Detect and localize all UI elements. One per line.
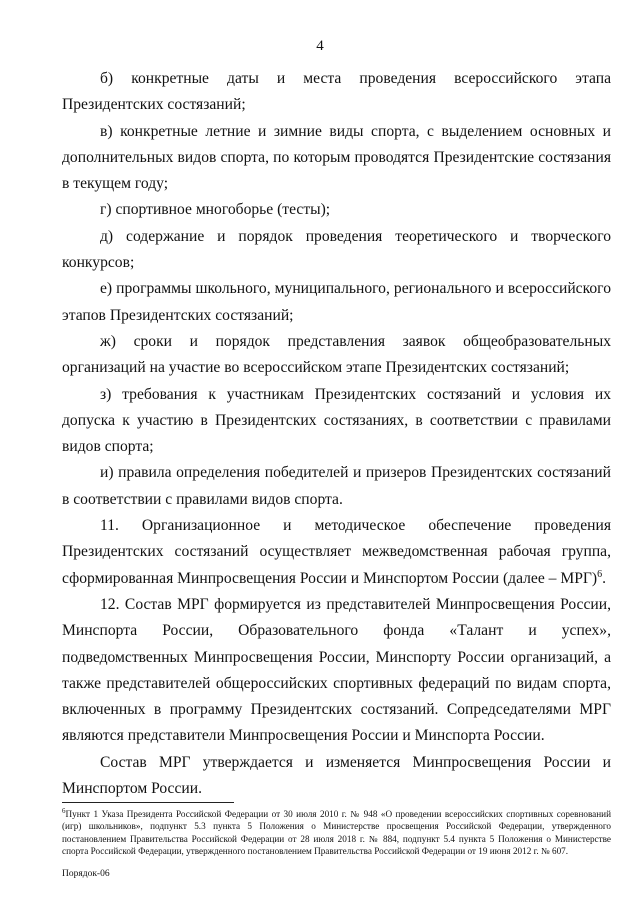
- paragraph-11-text: 11. Организационное и методическое обеспечение проведения Президентских состязаний осуществляет межведомственная рабочая группа, сформированная Минпросвещения России и Минспортом России (далее – МРГ): [62, 517, 611, 587]
- paragraph-12-continued: Состав МРГ утверждается и изменяется Минпросвещения России и Минспортом России.: [62, 753, 611, 798]
- paragraph-i: и) правила определения победителей и призеров Президентских состязаний в соответствии с правилами видов спорта.: [62, 464, 611, 508]
- page-number: 4: [316, 38, 324, 54]
- paragraph-zh: ж) сроки и порядок представления заявок общеобразовательных организаций на участие во всероссийском этапе Президентских состязаний;: [62, 332, 611, 377]
- paragraph-11: [62, 513, 611, 592]
- paragraph-g: г) спортивное многоборье (тесты);: [100, 201, 331, 219]
- document-body: [62, 66, 611, 802]
- footnote: [62, 808, 611, 857]
- paragraph-12: 12. Состав МРГ формируется из представителей Минпросвещения России, Минспорта России, Образовательного фонда «Талант и успех», подведомственных Минпросвещения России, Минспорту России организаций, а также представителей общероссийских спортивных федераций по видам спорта, включенных в программу Президентских состязаний. Сопредседателями МРГ являются представители Минпросвещения России и Минспорта России.: [62, 595, 611, 745]
- footnote-mark: 6: [62, 806, 66, 815]
- paragraph-d: д) содержание и порядок проведения теоретического и творческого конкурсов;: [62, 227, 611, 272]
- paragraph-11-end: .: [602, 569, 607, 587]
- paragraph-e: е) программы школьного, муниципального, регионального и всероссийского этапов Президентских состязаний;: [62, 280, 611, 324]
- footnote-divider: [62, 802, 234, 803]
- footnote-text: Пункт 1 Указа Президента Российской Федерации от 30 июля 2010 г. № 948 «О проведении всероссийских спортивных соревнований (игр) школьников», подпункт 5.3 пункта 5 Положения о Министерстве просвещения Российской Федерации, утвержденного постановлением Правительства Российской Федерации от 28 июля 2018 г. № 884, подпункт 5.4 пункта 5 Положения о Министерстве спорта Российской Федерации, утвержденного постановлением Правительства Российской Федерации от 19 июня 2012 г. № 607.: [62, 809, 611, 856]
- footnote-reference: 6: [597, 568, 603, 580]
- paragraph-b: б) конкретные даты и места проведения всероссийского этапа Президентских состязаний;: [62, 70, 611, 114]
- paragraph-z: з) требования к участникам Президентских состязаний и условия их допуска к участию в Президентских состязаниях, в соответствии с правилами видов спорта;: [62, 385, 611, 456]
- paragraph-v: в) конкретные летние и зимние виды спорта, с выделением основных и дополнительных видов спорта, по которым проводятся Президентские состязания в текущем году;: [62, 122, 611, 193]
- document-code: Порядок-06: [62, 869, 110, 879]
